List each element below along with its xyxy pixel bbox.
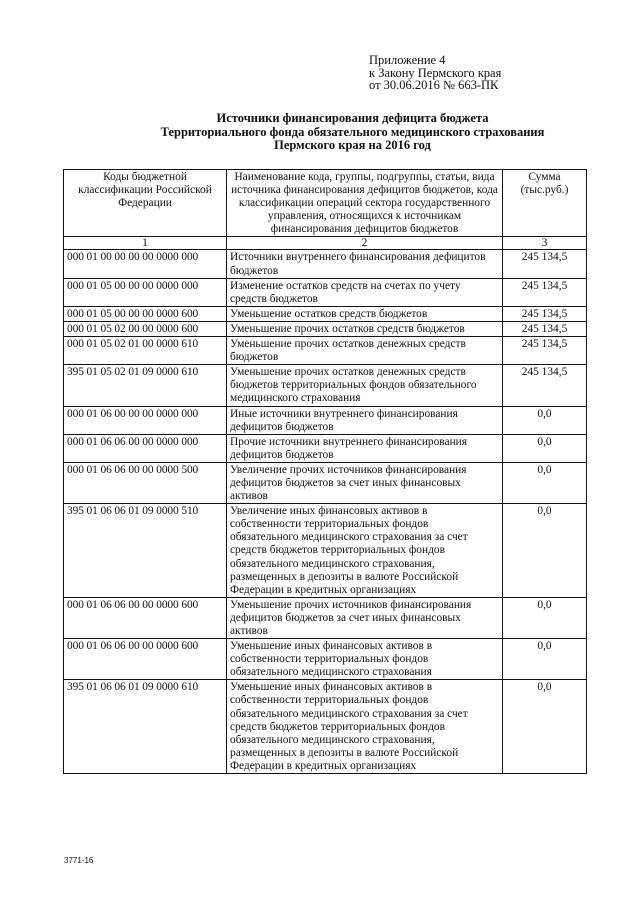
budget-code-cell: 395 01 06 06 01 09 0000 610 (64, 680, 227, 774)
financing-sources-table (63, 169, 587, 774)
amount-cell: 0,0 (503, 680, 587, 774)
budget-code-cell: 000 01 00 00 00 00 0000 000 (64, 250, 227, 278)
appendix-header (369, 54, 501, 92)
amount-cell: 0,0 (503, 639, 587, 680)
table-row (64, 250, 587, 278)
budget-code-cell: 000 01 05 00 00 00 0000 600 (64, 306, 227, 321)
name-cell: Уменьшение прочих остатков денежных средств бюджетов (227, 337, 503, 365)
amount-cell: 245 134,5 (503, 278, 587, 306)
budget-code-cell: 000 01 06 06 00 00 0000 000 (64, 434, 227, 462)
table-row (64, 597, 587, 638)
header-name: Наименование кода, группы, подгруппы, статьи, вида источника финансирования дефицитов бюджетов, кода классификации операций сектора государственного управления, относящихся к источникам финансирования дефицитов бюджетов (227, 170, 503, 237)
amount-cell: 245 134,5 (503, 337, 587, 365)
document-title (60, 112, 640, 153)
name-cell: Увеличение иных финансовых активов в собственности территориальных фондов обязательного медицинского страхования за счет средств бюджетов территориальных фондов обязательного медицинского страхования, размещенных в депозиты в валюте Российской Федерации в кредитных организациях (227, 504, 503, 598)
amount-cell: 245 134,5 (503, 250, 587, 278)
title-line-1: Источники финансирования дефицита бюджета (216, 111, 489, 125)
name-cell: Прочие источники внутреннего финансирования дефицитов бюджетов (227, 434, 503, 462)
appendix-line-2: к Закону Пермского края (369, 65, 502, 80)
table-row (64, 278, 587, 306)
amount-cell: 0,0 (503, 597, 587, 638)
amount-cell: 245 134,5 (503, 306, 587, 321)
amount-cell: 0,0 (503, 434, 587, 462)
appendix-line-3: от 30.06.2016 № 663-ПК (369, 78, 499, 92)
table-row (64, 306, 587, 321)
appendix-line-1: Приложение 4 (369, 53, 446, 67)
budget-code-cell: 000 01 05 02 00 00 0000 600 (64, 321, 227, 336)
name-cell: Уменьшение иных финансовых активов в собственности территориальных фондов обязательного медицинского страхования за счет средств бюджетов территориальных фондов обязательного медицинского страхования, размещенных в депозиты в валюте Российской Федерации в кредитных организациях (227, 680, 503, 774)
name-cell: Источники внутреннего финансирования дефицитов бюджетов (227, 250, 503, 278)
table-row (64, 680, 587, 774)
amount-cell: 245 134,5 (503, 321, 587, 336)
budget-code-cell: 000 01 05 02 01 00 0000 610 (64, 337, 227, 365)
table-row (64, 365, 587, 406)
table-row (64, 406, 587, 434)
name-cell: Уменьшение прочих остатков денежных средств бюджетов территориальных фондов обязательного медицинского страхования (227, 365, 503, 406)
column-number: 1 (64, 237, 227, 250)
budget-code-cell: 000 01 06 06 00 00 0000 600 (64, 597, 227, 638)
budget-code-cell: 000 01 06 06 00 00 0000 600 (64, 639, 227, 680)
header-amount: Сумма (тыс.руб.) (503, 170, 587, 237)
column-number: 2 (227, 237, 503, 250)
column-number-row (64, 237, 587, 250)
name-cell: Изменение остатков средств на счетах по учету средств бюджетов (227, 278, 503, 306)
budget-code-cell: 000 01 05 00 00 00 0000 000 (64, 278, 227, 306)
name-cell: Уменьшение остатков средств бюджетов (227, 306, 503, 321)
table-header-row (64, 170, 587, 237)
header-codes: Коды бюджетной классификации Российской Федерации (64, 170, 227, 237)
title-line-2: Территориального фонда обязательного медицинского страхования (160, 124, 545, 139)
table-row (64, 462, 587, 503)
amount-cell: 245 134,5 (503, 365, 587, 406)
amount-cell: 0,0 (503, 462, 587, 503)
name-cell: Уменьшение прочих источников финансирования дефицитов бюджетов за счет иных финансовых активов (227, 597, 503, 638)
column-number: 3 (503, 237, 587, 250)
budget-code-cell: 000 01 06 06 00 00 0000 500 (64, 462, 227, 503)
name-cell: Уменьшение иных финансовых активов в собственности территориальных фондов обязательного медицинского страхования (227, 639, 503, 680)
amount-cell: 0,0 (503, 504, 587, 598)
budget-code-cell: 395 01 05 02 01 09 0000 610 (64, 365, 227, 406)
name-cell: Увеличение прочих источников финансирования дефицитов бюджетов за счет иных финансовых активов (227, 462, 503, 503)
budget-code-cell: 000 01 06 00 00 00 0000 000 (64, 406, 227, 434)
table-row (64, 434, 587, 462)
table-row (64, 504, 587, 598)
table-row (64, 639, 587, 680)
table-row (64, 321, 587, 336)
budget-code-cell: 395 01 06 06 01 09 0000 510 (64, 504, 227, 598)
table-row (64, 337, 587, 365)
name-cell: Иные источники внутреннего финансирования дефицитов бюджетов (227, 406, 503, 434)
title-line-3: Пермского края на 2016 год (274, 138, 431, 152)
name-cell: Уменьшение прочих остатков средств бюджетов (227, 321, 503, 336)
document-number: 3771-16 (64, 856, 94, 865)
amount-cell: 0,0 (503, 406, 587, 434)
